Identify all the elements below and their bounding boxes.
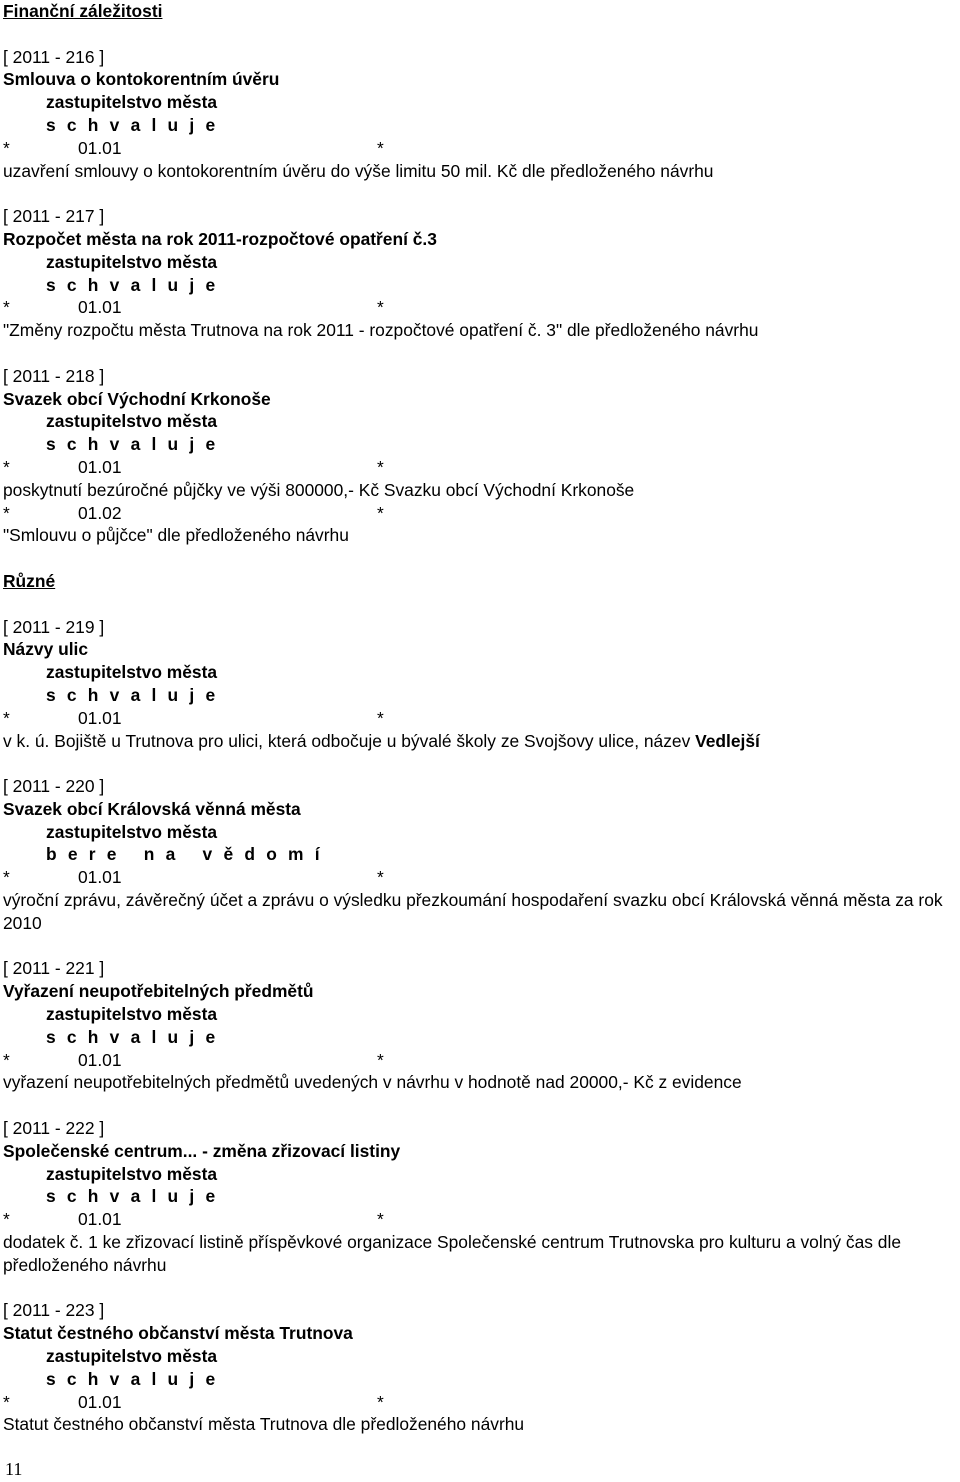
resolution-title: Smlouva o kontokorentním úvěru	[3, 69, 280, 90]
item-text: Statut čestného občanství města Trutnova dle předloženého návrhu	[3, 1414, 525, 1435]
verdict: b e r e n a v ě d o m í	[46, 844, 323, 865]
resolution-ref: [ 2011 - 223 ]	[3, 1300, 105, 1321]
resolution-title: Rozpočet města na rok 2011-rozpočtové opatření č.3	[3, 228, 437, 249]
item-text: poskytnutí bezúročné půjčky ve výši 800000,- Kč Svazku obcí Východní Krkonoše	[3, 479, 635, 500]
item-number-row: * 01.02 *	[3, 502, 384, 523]
resolution-title: Vyřazení neupotřebitelných předmětů	[3, 981, 314, 1002]
council-name: zastupitelstvo města	[46, 1346, 218, 1367]
section-title-finance: Finanční záležitosti	[3, 1, 163, 21]
resolution-ref: [ 2011 - 221 ]	[3, 958, 105, 979]
item-number-row: * 01.01 *	[3, 1209, 384, 1230]
resolution-ref: [ 2011 - 220 ]	[3, 776, 105, 797]
item-text: dodatek č. 1 ke zřizovací listině příspěvkové organizace Společenské centrum Trutnovska pro kulturu a volný čas dle předloženého návrhu	[3, 1232, 902, 1275]
verdict: s c h v a l u j e	[46, 114, 219, 135]
council-name: zastupitelstvo města	[46, 1163, 218, 1184]
section-title-various: Různé	[3, 570, 56, 591]
resolution-title: Svazek obcí Královská věnná města	[3, 798, 301, 819]
item-text: uzavření smlouvy o kontokorentním úvěru do výše limitu 50 mil. Kč dle předloženého návrhu	[3, 160, 714, 181]
council-name: zastupitelstvo města	[46, 411, 218, 432]
verdict: s c h v a l u j e	[46, 684, 219, 705]
item-number-row: * 01.01 *	[3, 1391, 384, 1412]
resolution-ref: [ 2011 - 218 ]	[3, 365, 105, 386]
item-number-row: * 01.01 *	[3, 707, 384, 728]
council-name: zastupitelstvo města	[46, 821, 218, 842]
verdict: s c h v a l u j e	[46, 274, 219, 295]
resolution-ref: [ 2011 - 219 ]	[3, 616, 105, 637]
document	[3, 0, 958, 1436]
verdict: s c h v a l u j e	[46, 1186, 219, 1207]
item-text: výroční zprávu, závěrečný účet a zprávu o výsledku přezkoumání hospodaření svazku obcí Královská věnná města za rok 2010	[3, 890, 943, 933]
item-text: "Změny rozpočtu města Trutnova na rok 2011 - rozpočtové opatření č. 3" dle předloženého návrhu	[3, 320, 759, 341]
item-text-main: v k. ú. Bojiště u Trutnova pro ulici, která odbočuje u bývalé školy ze Svojšovy ulice, název	[3, 730, 696, 751]
resolution-title: Statut čestného občanství města Trutnova	[3, 1323, 353, 1344]
resolution-ref: [ 2011 - 217 ]	[3, 206, 105, 227]
item-number-row: * 01.01 *	[3, 1049, 384, 1070]
street-name: Vedlejší	[695, 730, 760, 751]
item-text	[3, 730, 958, 753]
verdict: s c h v a l u j e	[46, 1368, 219, 1389]
verdict: s c h v a l u j e	[46, 434, 219, 455]
item-number-row: * 01.01 *	[3, 297, 384, 318]
resolution-title: Názvy ulic	[3, 639, 89, 660]
council-name: zastupitelstvo města	[46, 92, 218, 113]
council-name: zastupitelstvo města	[46, 1004, 218, 1025]
item-number-row: * 01.01 *	[3, 867, 384, 888]
item-text: "Smlouvu o půjčce" dle předloženého návrhu	[3, 525, 349, 546]
council-name: zastupitelstvo města	[46, 662, 218, 683]
resolution-title: Společenské centrum... - změna zřizovací listiny	[3, 1140, 401, 1161]
resolution-ref: [ 2011 - 222 ]	[3, 1118, 105, 1139]
item-number-row: * 01.01 *	[3, 137, 384, 158]
resolution-title: Svazek obcí Východní Krkonoše	[3, 388, 271, 409]
item-number-row: * 01.01 *	[3, 456, 384, 477]
verdict: s c h v a l u j e	[46, 1026, 219, 1047]
page-number: 11	[5, 1459, 23, 1479]
council-name: zastupitelstvo města	[46, 251, 218, 272]
item-text: vyřazení neupotřebitelných předmětů uvedených v návrhu v hodnotě nad 20000,- Kč z evidence	[3, 1072, 742, 1093]
resolution-ref: [ 2011 - 216 ]	[3, 46, 105, 67]
